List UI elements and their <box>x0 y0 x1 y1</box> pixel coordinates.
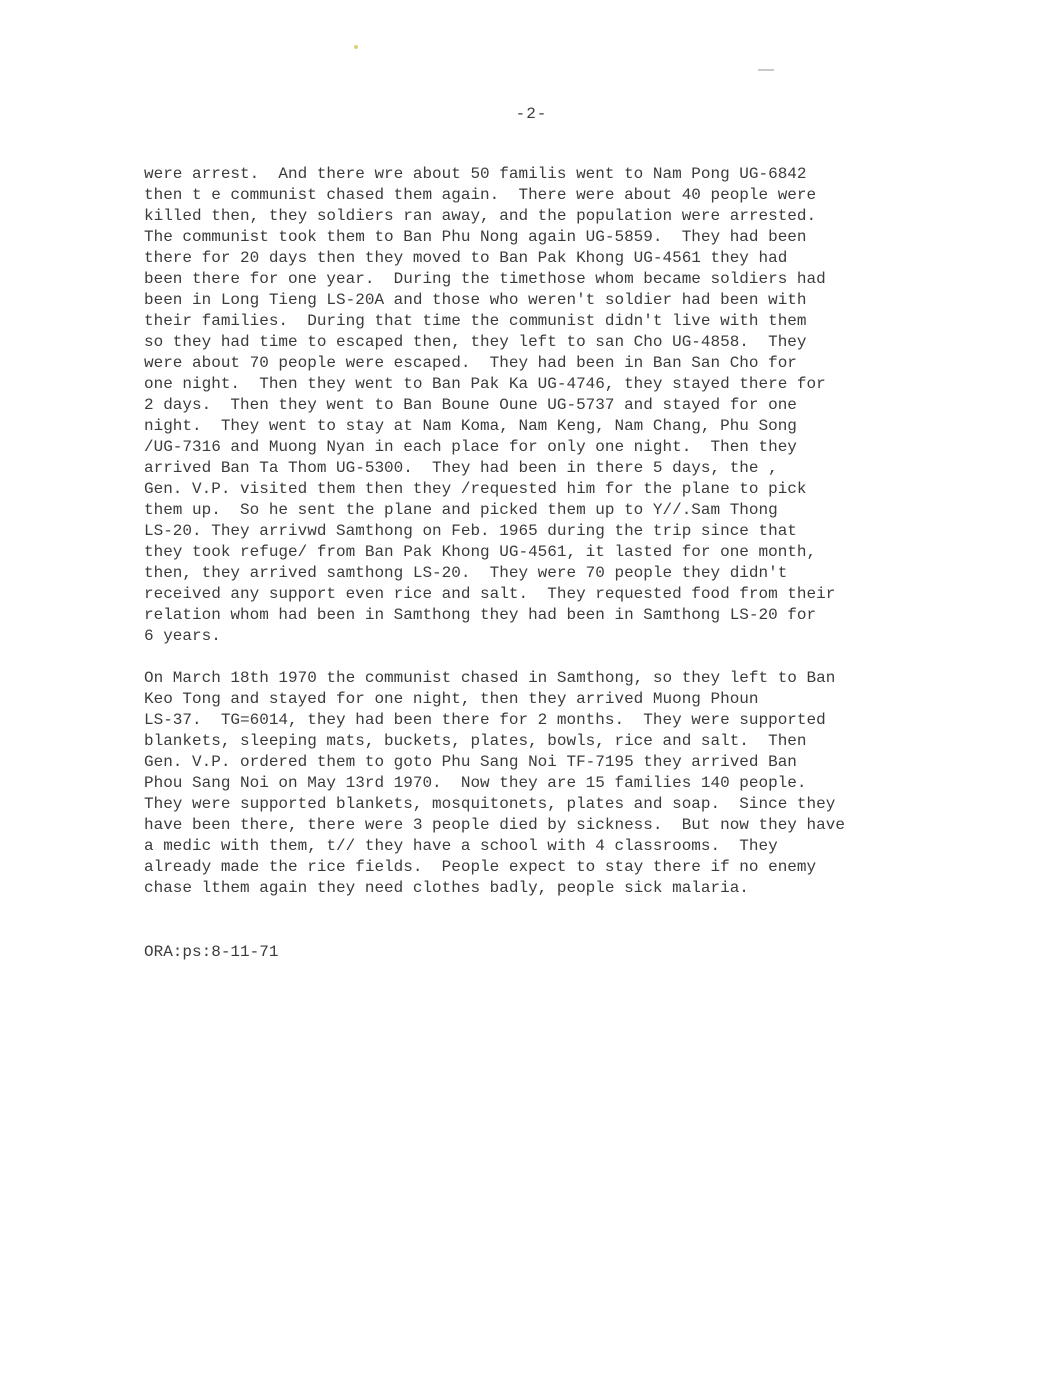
text-line: already made the rice fields. People expect to stay there if no enemy <box>144 858 817 876</box>
text-line: arrived Ban Ta Thom UG-5300. They had been in there 5 days, the , <box>144 459 778 477</box>
text-line: then t e communist chased them again. There were about 40 people were <box>144 186 817 204</box>
text-line: LS-37. TG=6014, they had been there for 2 months. They were supported <box>144 711 826 729</box>
text-line: LS-20. They arrivwd Samthong on Feb. 1965 during the trip since that <box>144 522 797 540</box>
text-line: one night. Then they went to Ban Pak Ka UG-4746, they stayed there for <box>144 375 826 393</box>
paragraph-gap <box>144 647 944 668</box>
text-line: Keo Tong and stayed for one night, then they arrived Muong Phoun <box>144 690 759 708</box>
text-line: The communist took them to Ban Phu Nong again UG-5859. They had been <box>144 228 807 246</box>
text-line: been in Long Tieng LS-20A and those who weren't soldier had been with <box>144 291 807 309</box>
text-line: they took refuge/ from Ban Pak Khong UG-4561, it lasted for one month, <box>144 543 817 561</box>
text-line: have been there, there were 3 people died by sickness. But now they have <box>144 816 845 834</box>
text-line: a medic with them, t// they have a school with 4 classrooms. They <box>144 837 778 855</box>
text-line: then, they arrived samthong LS-20. They were 70 people they didn't <box>144 564 788 582</box>
text-line: Gen. V.P. ordered them to goto Phu Sang Noi TF-7195 they arrived Ban <box>144 753 797 771</box>
reference-initials: ORA:ps:8-11-71 <box>144 943 279 961</box>
text-line: killed then, they soldiers ran away, and the population were arrested. <box>144 207 817 225</box>
text-line: were arrest. And there wre about 50 familis went to Nam Pong UG-6842 <box>144 165 807 183</box>
text-line: relation whom had been in Samthong they had been in Samthong LS-20 for <box>144 606 817 624</box>
text-line: received any support even rice and salt. They requested food from their <box>144 585 836 603</box>
text-line: They were supported blankets, mosquitonets, plates and soap. Since they <box>144 795 836 813</box>
text-line: them up. So he sent the plane and picked them up to Y//.Sam Thong <box>144 501 778 519</box>
ink-speck <box>354 45 358 49</box>
text-line: so they had time to escaped then, they left to san Cho UG-4858. They <box>144 333 807 351</box>
text-line: blankets, sleeping mats, buckets, plates, bowls, rice and salt. Then <box>144 732 807 750</box>
text-line: their families. During that time the communist didn't live with them <box>144 312 807 330</box>
scan-mark <box>758 69 774 71</box>
text-line: /UG-7316 and Muong Nyan in each place for only one night. Then they <box>144 438 797 456</box>
text-line: On March 18th 1970 the communist chased in Samthong, so they left to Ban <box>144 669 836 687</box>
page-number: -2- <box>515 105 548 123</box>
paragraph-2 <box>144 668 944 899</box>
text-line: were about 70 people were escaped. They had been in Ban San Cho for <box>144 354 797 372</box>
text-line: been there for one year. During the timethose whom became soldiers had <box>144 270 826 288</box>
text-line: Gen. V.P. visited them then they /requested him for the plane to pick <box>144 480 807 498</box>
text-line: night. They went to stay at Nam Koma, Nam Keng, Nam Chang, Phu Song <box>144 417 797 435</box>
text-line: 2 days. Then they went to Ban Boune Oune UG-5737 and stayed for one <box>144 396 797 414</box>
text-line: 6 years. <box>144 627 221 645</box>
text-line: there for 20 days then they moved to Ban Pak Khong UG-4561 they had <box>144 249 788 267</box>
text-line: chase lthem again they need clothes badly, people sick malaria. <box>144 879 749 897</box>
body-text <box>144 164 944 899</box>
text-line: Phou Sang Noi on May 13rd 1970. Now they are 15 families 140 people. <box>144 774 807 792</box>
paragraph-1 <box>144 164 944 647</box>
